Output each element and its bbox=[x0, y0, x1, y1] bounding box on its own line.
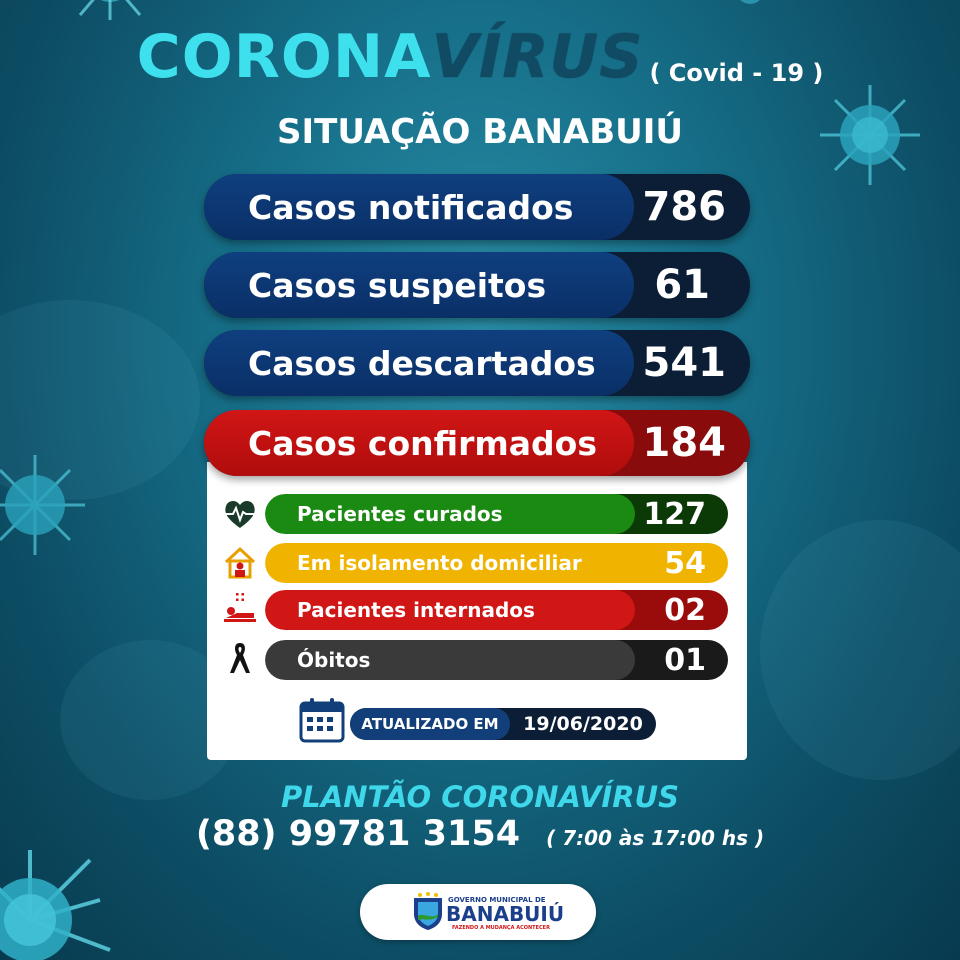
heart-pulse-icon bbox=[222, 496, 258, 532]
cases-suspected-row bbox=[204, 252, 750, 318]
background-blob bbox=[760, 520, 960, 780]
service-hours: ( 7:00 às 17:00 hs ) bbox=[546, 826, 765, 850]
phone-number[interactable]: (88) 99781 3154 bbox=[195, 814, 521, 854]
home-isolation-icon bbox=[222, 544, 258, 580]
hospitalized-value: 02 bbox=[608, 590, 728, 630]
cured-value: 127 bbox=[608, 494, 728, 534]
mourning-ribbon-icon bbox=[222, 640, 258, 676]
isolation-value: 54 bbox=[608, 543, 728, 583]
cases-confirmed-row bbox=[204, 410, 750, 476]
title-corona: CORONA bbox=[136, 22, 432, 92]
updated-badge bbox=[350, 708, 656, 740]
deaths-value: 01 bbox=[608, 640, 728, 680]
updated-date: 19/06/2020 bbox=[523, 713, 643, 735]
hospitalized-label: Pacientes internados bbox=[265, 590, 635, 630]
cured-label: Pacientes curados bbox=[265, 494, 635, 534]
virus-decoration-icon bbox=[720, 0, 780, 20]
logo-slogan: FAZENDO A MUDANÇA ACONTECER bbox=[452, 925, 550, 931]
isolation-label: Em isolamento domiciliar bbox=[265, 543, 635, 583]
hospital-bed-icon bbox=[222, 591, 258, 627]
subtitle: SITUAÇÃO BANABUIÚ bbox=[277, 112, 683, 152]
plantao-title: PLANTÃO CORONAVÍRUS bbox=[281, 780, 679, 814]
title-covid: ( Covid - 19 ) bbox=[649, 58, 824, 87]
hospitalized-row bbox=[265, 590, 728, 630]
title-virus: VÍRUS bbox=[431, 22, 644, 92]
cured-row bbox=[265, 494, 728, 534]
contact-row bbox=[0, 814, 960, 854]
cases-discarded-label: Casos descartados bbox=[204, 330, 634, 396]
virus-decoration-icon bbox=[0, 450, 90, 560]
virus-decoration-icon bbox=[0, 840, 120, 960]
deaths-row bbox=[265, 640, 728, 680]
municipal-crest-icon bbox=[410, 892, 446, 932]
cases-suspected-label: Casos suspeitos bbox=[204, 252, 634, 318]
logo-top-text: GOVERNO MUNICIPAL DE bbox=[448, 896, 546, 904]
cases-notified-row bbox=[204, 174, 750, 240]
cases-suspected-value: 61 bbox=[654, 262, 710, 308]
calendar-icon bbox=[298, 696, 346, 744]
cases-confirmed-value: 184 bbox=[642, 420, 726, 466]
cases-discarded-value: 541 bbox=[642, 340, 726, 386]
isolation-row bbox=[265, 543, 728, 583]
deaths-label: Óbitos bbox=[265, 640, 635, 680]
main-title bbox=[0, 22, 960, 92]
updated-label: ATUALIZADO EM bbox=[350, 708, 510, 740]
cases-notified-label: Casos notificados bbox=[204, 174, 634, 240]
logo-name: BANABUIÚ bbox=[446, 902, 565, 926]
cases-discarded-row bbox=[204, 330, 750, 396]
cases-notified-value: 786 bbox=[642, 184, 726, 230]
cases-confirmed-label: Casos confirmados bbox=[204, 410, 634, 476]
